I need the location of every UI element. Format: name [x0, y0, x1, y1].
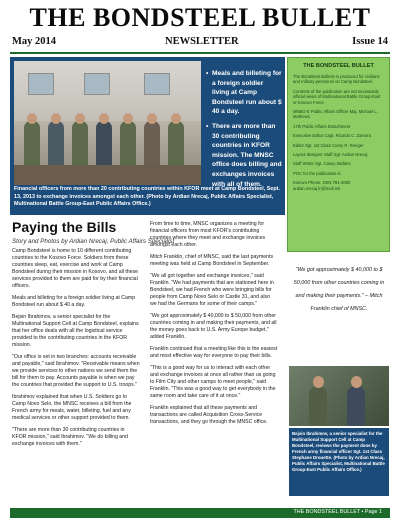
photo-person-head: [147, 113, 157, 124]
sidebar-line: Kosovo Phone: DSN 781-4060 ardian.nrecaj.ln@mail.mil: [293, 180, 351, 191]
photo-window: [144, 73, 170, 95]
issue-date: May 2014: [12, 36, 57, 47]
photo-person-head: [51, 113, 61, 124]
masthead-info-row: [10, 36, 390, 50]
sidebar-line: Editor Sgt. 1st Class Corey R. Reeger: [293, 142, 364, 148]
article-column-2: [150, 221, 278, 431]
photo-person-head: [123, 113, 133, 124]
photo-person-head: [27, 113, 37, 124]
staff-sidebar: [287, 57, 390, 252]
article-byline: Story and Photos by Ardian Nrecaj, Public Affairs Specialist: [12, 238, 175, 245]
footer-label: THE BONDSTEEL BULLET • Page 1: [293, 509, 382, 515]
article-paragraph: Camp Bondsteel is home to 10 different contributing countries to the Kosovo Force. Soldiers from these countries sleep, eat, exercise and work at Camp Bondsteel during their mission in Kosovo, and all these services provided to them are paid for by their financial officers.: [12, 248, 139, 289]
hero-bullet: • Meals and billeting for a foreign soldier living at Camp Bondsteel run about $ 40 a day.: [206, 69, 282, 117]
ibrahimov-photo: [289, 366, 389, 426]
photo-person: [72, 121, 88, 167]
sidebar-line: Contents of the publication are not necessarily official views of Multinational Battle Group-East or Kosovo Force.: [293, 88, 381, 105]
photo-person: [168, 121, 184, 167]
meeting-photo: [14, 61, 201, 185]
photo-person: [120, 121, 136, 167]
photo-person-head: [313, 376, 324, 388]
page-footer: [10, 508, 390, 518]
issue-number: Issue 14: [352, 36, 388, 47]
sidebar-line: The Bondsteel Bulletin is produced for civilians and military personnel on Camp Bondsteel.: [293, 74, 380, 85]
newsletter-title: THE BONDSTEEL BULLET: [29, 3, 371, 32]
article-paragraph: Franklin continued that a meeting like this is the easiest and most effective way for everyone to pay their bills.: [150, 346, 278, 359]
photo-person: [347, 386, 365, 426]
article-paragraph: From time to time, MNSC organizes a meeting for financial officers from most KFOR's contributing countries where they meet and exchange invoices amongst each other.: [150, 221, 266, 248]
sidebar-line: POC for the publication is: [293, 170, 341, 176]
article-paragraph: Franklin explained that all these payments and transactions are called Acquisition Cross-Service transactions, and they go through the MNSC office.: [150, 405, 268, 425]
photo-person: [48, 121, 64, 167]
photo-window: [84, 73, 110, 95]
article-column-1: [12, 248, 140, 453]
masthead-rule: [10, 52, 390, 54]
article-paragraph: Bejsin Ibrahimov, a senior specialist for the Multinational Support Cell at Camp Bondsteel, explains that her office deals with all the logistical service provided to the contributing countries in the KFOR mission.: [12, 314, 139, 348]
masthead: [10, 2, 390, 54]
photo-person-head: [171, 113, 181, 124]
article-paragraph: Ibrahimov explained that when U.S. Soldiers go to Camp Novo Selo, the MNSC receives a bill from the French army for meals, water, billeting, fuel and any medical services or other support provided to them.: [12, 394, 132, 421]
sidebar-line: 17th Public Affairs Detachment: [293, 123, 351, 129]
article-paragraph: Mitch Franklin, chief of MNSC, said the last payments meeting was held at Camp Bondsteel in September.: [150, 254, 274, 267]
article-paragraph: "Our office is set in two branches: accounts receivable and payable," said Ibrahimov. "Receivable means when we provide services to other nations we send them the bill for them to pay. Accounts payable is when we pay the countries that provided the support to U.S. troops.": [12, 354, 140, 388]
photo-person: [144, 121, 160, 167]
photo-person: [24, 121, 40, 167]
hero-photo-caption: Financial officers from more than 20 contributing countries within KFOR meet at Camp Bondsteel, Sept. 13, 2013 to exchange invoices amongst each other. (Photo by Ardian Nrecaj, Public Affairs Specialist, Multinational Battle Group-East Public Affairs Office.): [14, 186, 280, 208]
photo-person: [96, 121, 112, 167]
sidebar-line: Layout designer Staff Sgt. Ardian Nrecaj: [293, 152, 368, 158]
pull-quote: "We got approximately $ 40,000 to $ 50,000 from other countries coming in and making their payments." – Mitch Franklin chief of MNSC.: [293, 267, 385, 312]
article-paragraph: "We got approximately $ 40,000 to $ 50,000 from other countries coming in and making their payments, and all the money goes back to U.S. Army Europe budget," added Franklin.: [150, 313, 277, 340]
hero-bullet: • There are more than 30 contributing countries in KFOR mission. The MNSC office does billing and exchanges invoices with all of them.: [206, 122, 282, 189]
photo-caption: Bejsin Ibrahimov, a senior specialist for the Multinational Support Cell at Camp Bondsteel, reviews the payment done by French army financial officer Sgt. 1st Class Stephane Drouette. (Photo by Ardian Nrecaj, Public Affairs Specialist, Multinational Battle Group-East Public Affairs Office.): [289, 428, 389, 496]
article-title: Paying the Bills: [12, 219, 117, 235]
photo-person-head: [351, 376, 362, 388]
sidebar-line: MNBG-E Public Affairs Officer Maj. Michael L. Mathews: [293, 109, 378, 120]
hero-panel: [10, 57, 285, 215]
photo-table: [14, 165, 201, 185]
article-paragraph: "We all got together and exchange invoices," said Franklin. "We had payments that are stationed here in Bondsteel, we had French who were bringing bills for people from Camp Novo Selo or Castle 31, and also we had the Germans for some of their camps.": [150, 273, 274, 307]
hero-bullet-list: [206, 69, 282, 194]
photo-person: [309, 386, 327, 426]
photo-person-head: [75, 113, 85, 124]
sidebar-line: Staff Writer Sgt. Casey Walters: [293, 161, 351, 167]
sidebar-title: THE BONDSTEEL BULLET: [303, 63, 374, 69]
section-label: NEWSLETTER: [165, 36, 239, 47]
article-paragraph: "This is a good way for us to interact with each other and exchange invoices at once all rather than us going to Film City and other camps to meet people," said Franklin. "This was a good way to get everybody in the same room and take care of it at once.": [150, 365, 276, 399]
article-paragraph: "There are more than 30 contributing countries in KFOR mission," said Ibrahimov. "We do billing and exchange invoices with them.": [12, 427, 128, 447]
photo-window: [28, 73, 54, 95]
article-paragraph: Meals and billeting for a foreign soldier living at Camp Bondsteel run about $ 40 a day.: [12, 295, 136, 308]
photo-person-head: [99, 113, 109, 124]
sidebar-line: Executive Editor Capt. Ricardo C. Zamora: [293, 133, 371, 139]
